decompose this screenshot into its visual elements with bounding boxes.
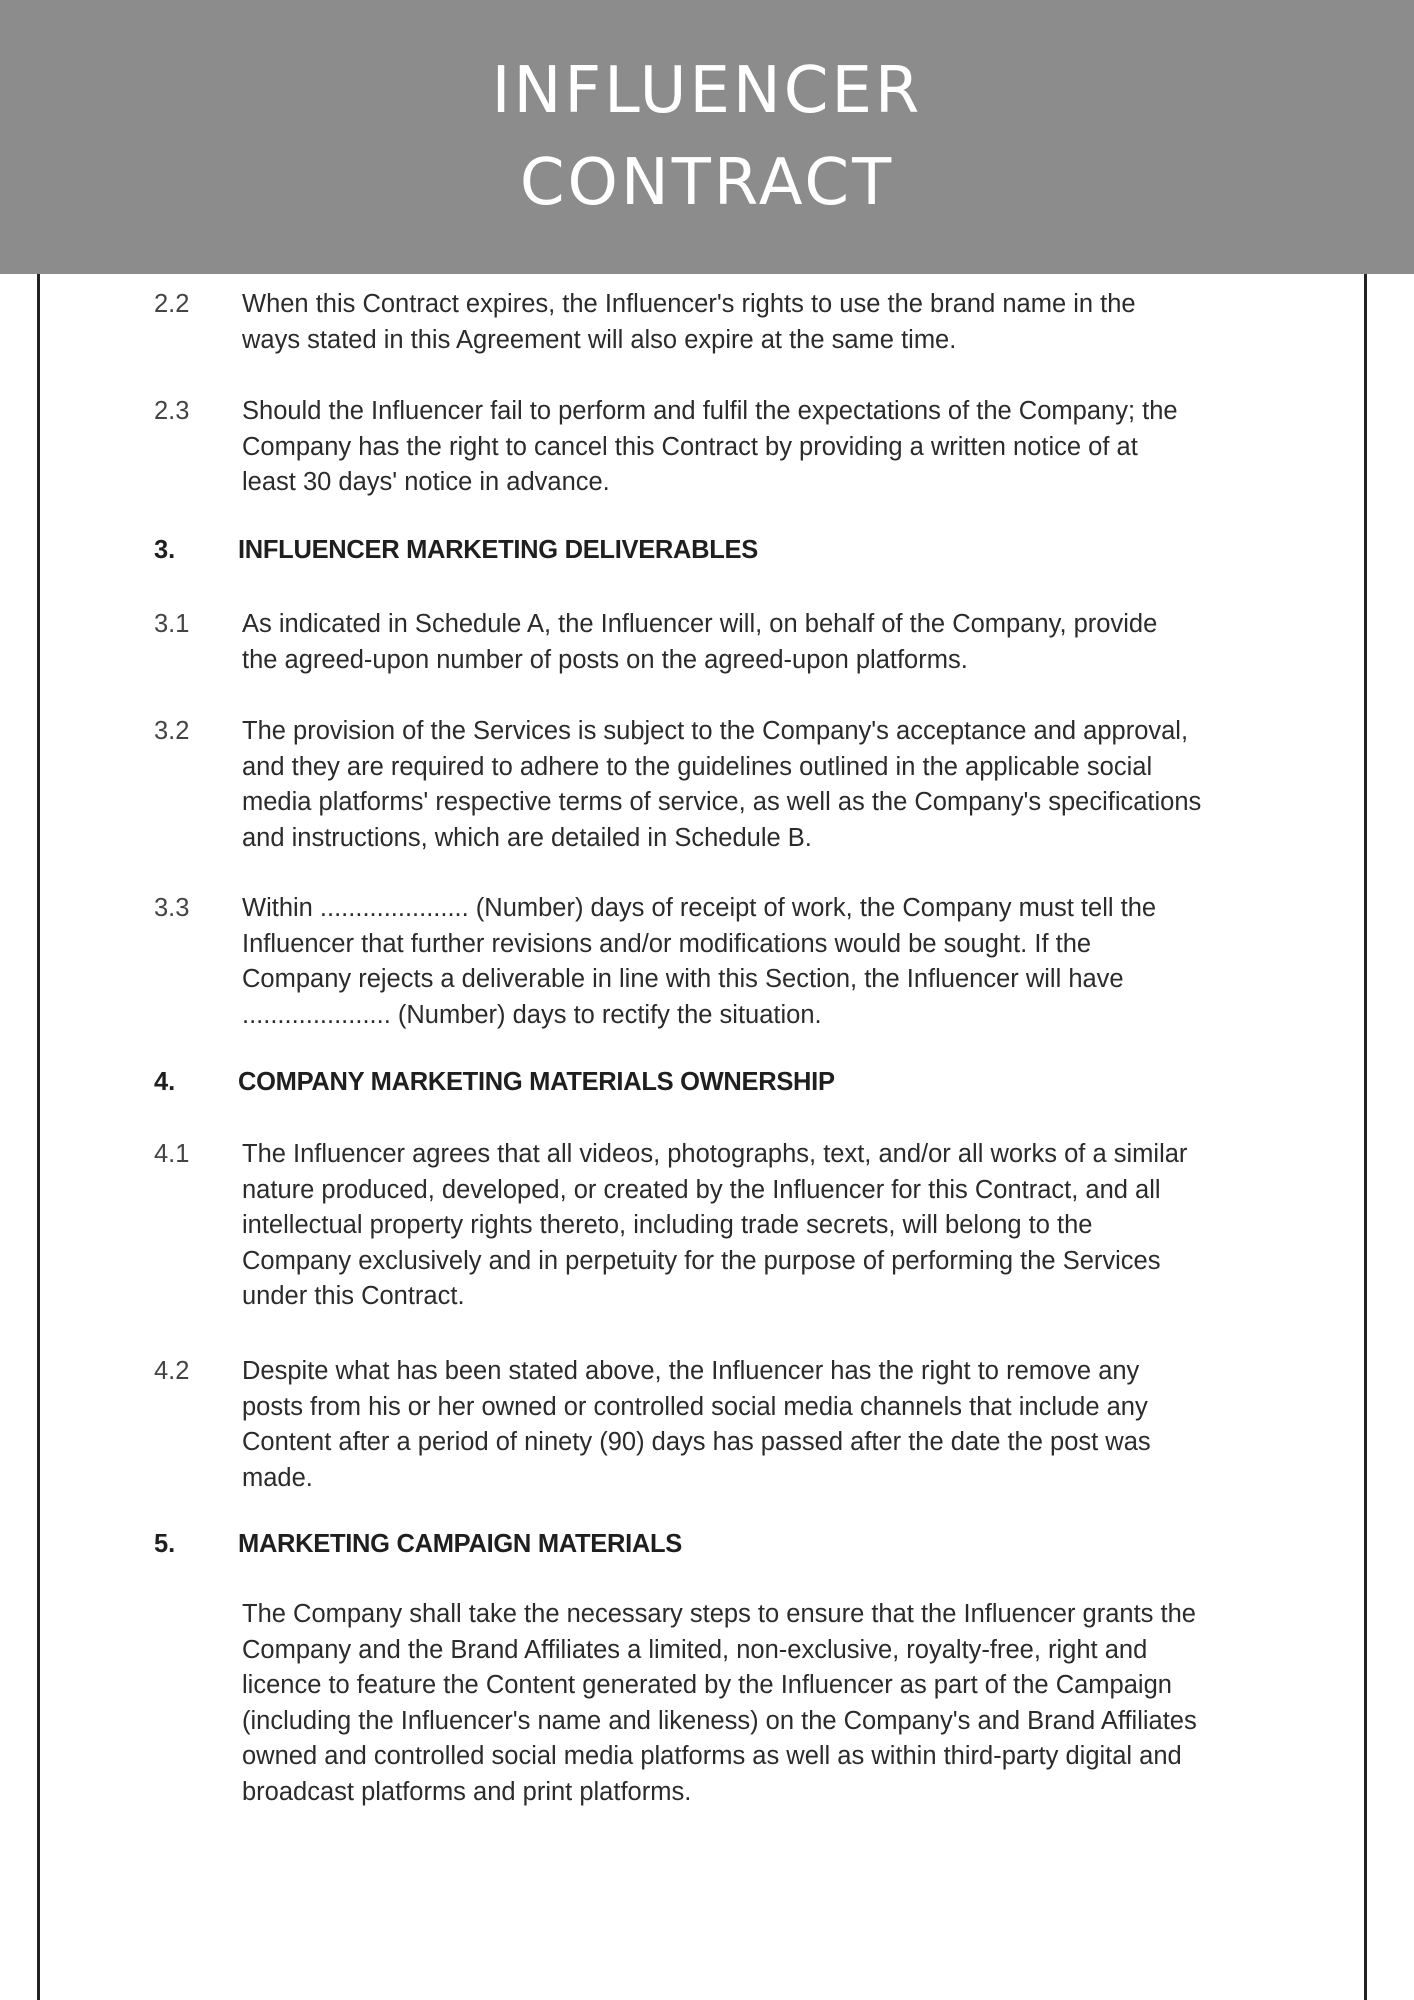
- clause-line: and they are required to adhere to the guidelines outlined in the applicable social: [242, 752, 1153, 781]
- clause-line: Company and the Brand Affiliates a limited, non-exclusive, royalty-free, right and: [242, 1635, 1148, 1664]
- document-title-line-1: INFLUENCER: [491, 54, 923, 128]
- clause-text: [242, 287, 1262, 358]
- clause-line: Influencer that further revisions and/or modifications would be sought. If the: [242, 929, 1092, 958]
- clause-text: [242, 891, 1262, 1033]
- clause-line: owned and controlled social media platforms as well as within third-party digital and: [242, 1742, 1182, 1770]
- clause-text: [242, 714, 1262, 856]
- clause-line: Content after a period of ninety (90) days has passed after the date the post was: [242, 1428, 1151, 1456]
- clause-number: 3.3: [154, 894, 190, 922]
- clause-line: As indicated in Schedule A, the Influencer will, on behalf of the Company, provide: [242, 610, 1158, 638]
- clause-line: under this Contract.: [242, 1282, 465, 1310]
- clause-line: Company rejects a deliverable in line with this Section, the Influencer will have: [242, 965, 1124, 993]
- clause-line: (including the Influencer's name and likeness) on the Company's and Brand Affiliates: [242, 1706, 1197, 1735]
- clause-text: [242, 1354, 1262, 1496]
- clause-number: 3.1: [154, 610, 190, 638]
- section-title: INFLUENCER MARKETING DELIVERABLES: [238, 536, 758, 564]
- clause-line: intellectual property rights thereto, including trade secrets, will belong to the: [242, 1211, 1093, 1239]
- clause-line: Company has the right to cancel this Contract by providing a written notice of at: [242, 432, 1138, 461]
- clause-line: nature produced, developed, or created by the Influencer for this Contract, and all: [242, 1175, 1161, 1204]
- clause-line: Despite what has been stated above, the Influencer has the right to remove any: [242, 1357, 1140, 1385]
- clause-line: The provision of the Services is subject to the Company's acceptance and approval,: [242, 717, 1189, 745]
- section-title: COMPANY MARKETING MATERIALS OWNERSHIP: [238, 1068, 835, 1096]
- clause-line: Should the Influencer fail to perform and fulfil the expectations of the Company; the: [242, 397, 1178, 425]
- clause-line: licence to feature the Content generated by the Influencer as part of the Campaign: [242, 1671, 1172, 1699]
- clause-line: The Influencer agrees that all videos, photographs, text, and/or all works of a similar: [242, 1140, 1188, 1168]
- clause-line: ..................... (Number) days to rectify the situation.: [242, 1000, 822, 1029]
- header-banner: [0, 0, 1414, 274]
- section-title: MARKETING CAMPAIGN MATERIALS: [238, 1530, 682, 1558]
- clause-line: Within ..................... (Number) days of receipt of work, the Company must tell the: [242, 894, 1157, 922]
- clause-line: The Company shall take the necessary steps to ensure that the Influencer grants the: [242, 1600, 1196, 1628]
- clause-text: [242, 1137, 1262, 1315]
- clause-number: 2.3: [154, 397, 190, 425]
- clause-number: 4.1: [154, 1140, 190, 1168]
- clause-line: least 30 days' notice in advance.: [242, 468, 610, 496]
- clause-line: posts from his or her owned or controlled social media channels that include any: [242, 1392, 1148, 1421]
- clause-line: broadcast platforms and print platforms.: [242, 1777, 692, 1806]
- clause-text: [242, 607, 1262, 678]
- document-title-line-2: CONTRACT: [519, 146, 895, 220]
- clause-number: 4.2: [154, 1357, 190, 1385]
- clause-line: the agreed-upon number of posts on the agreed-upon platforms.: [242, 645, 968, 674]
- clause-line: When this Contract expires, the Influencer's rights to use the brand name in the: [242, 290, 1136, 318]
- clause-number: 3.2: [154, 717, 190, 745]
- clause-line: Company exclusively and in perpetuity for the purpose of performing the Services: [242, 1246, 1161, 1275]
- clause-line: made.: [242, 1463, 313, 1492]
- clause-line: and instructions, which are detailed in Schedule B.: [242, 823, 812, 852]
- clause-text: [242, 394, 1262, 501]
- section-number: 3.: [154, 536, 176, 564]
- clause-line: ways stated in this Agreement will also expire at the same time.: [242, 325, 957, 354]
- section-number: 4.: [154, 1068, 176, 1096]
- clause-number: 2.2: [154, 290, 190, 318]
- clause-line: media platforms' respective terms of service, as well as the Company's specifications: [242, 788, 1202, 816]
- section-number: 5.: [154, 1530, 176, 1558]
- clause-text: [242, 1597, 1262, 1810]
